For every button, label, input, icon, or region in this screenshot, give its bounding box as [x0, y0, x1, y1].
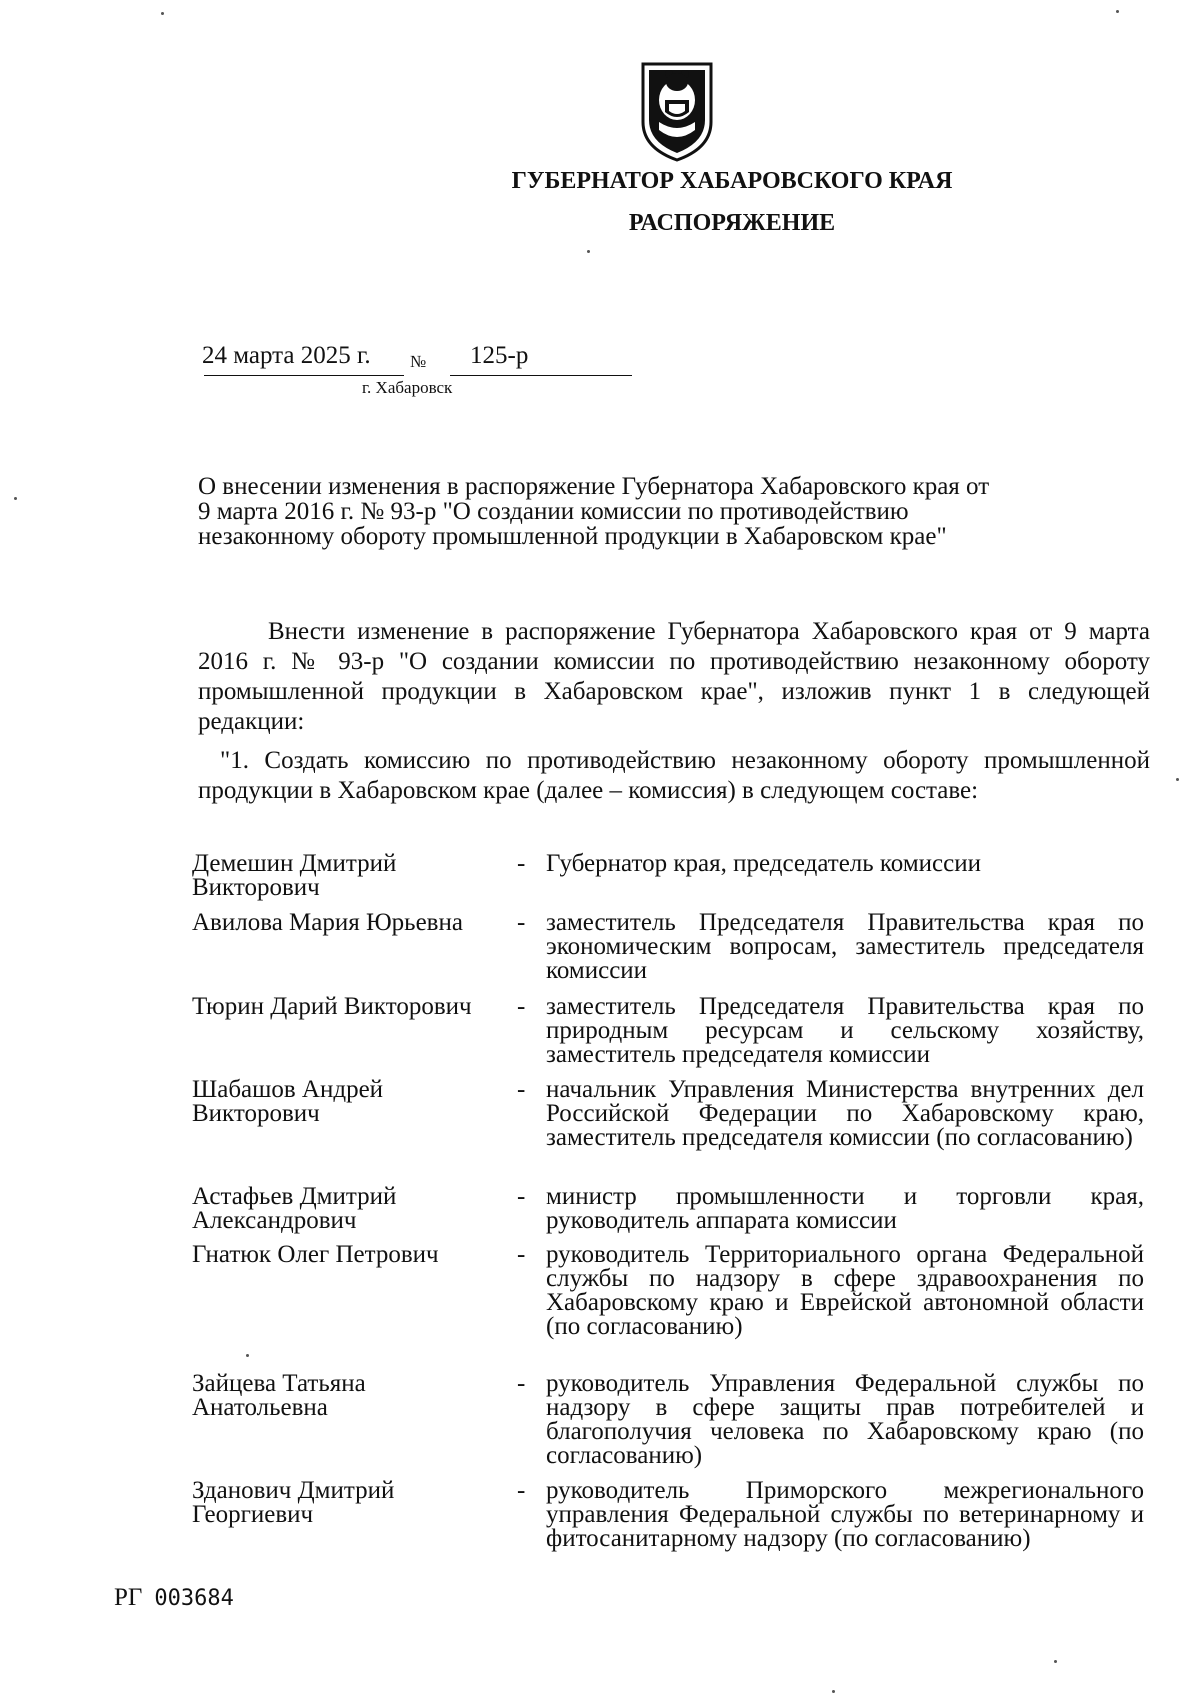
number-underline — [450, 375, 632, 376]
member-name: Демешин Дмитрий Викторович — [192, 850, 397, 901]
member-role: руководитель Приморского межрегионального управления Федеральной службы по ветеринарному и фитосанитарному надзору (по согласованию) — [546, 1477, 1144, 1552]
member-role: руководитель Управления Федеральной службы по надзору в сфере защиты прав потребителей и благополучия человека по Хабаровскому краю (по согласованию) — [546, 1370, 1144, 1469]
document-city: г. Хабаровск — [362, 378, 453, 397]
member-dash: - — [517, 1241, 526, 1268]
title-line: О внесении изменения в распоряжение Губернатора Хабаровского края от — [198, 473, 990, 500]
member-name: Шабашов Андрей Викторович — [192, 1076, 384, 1127]
title-line: 9 марта 2016 г. № 93-р "О создании комиссии по противодействию — [198, 498, 909, 525]
scan-speck — [246, 1354, 249, 1357]
scan-speck — [1054, 1660, 1057, 1663]
form-number: 003684 — [154, 1586, 234, 1611]
title-line: незаконному обороту промышленной продукции в Хабаровском крае" — [198, 523, 947, 550]
member-name: Астафьев Дмитрий Александрович — [192, 1183, 397, 1234]
body-paragraph-2: "1. Создать комиссию по противодействию незаконному обороту промышленной продукции в Хабаровском крае (далее – комиссия) в следующем составе: — [198, 747, 1150, 804]
member-dash: - — [517, 993, 526, 1020]
document-type-heading: РАСПОРЯЖЕНИЕ — [628, 210, 836, 236]
member-role: заместитель Председателя Правительства края по природным ресурсам и сельскому хозяйству, заместитель председателя комиссии — [546, 993, 1144, 1068]
authority-heading: ГУБЕРНАТОР ХАБАРОВСКОГО КРАЯ — [511, 168, 953, 194]
scan-speck — [587, 250, 590, 253]
document-date: 24 марта 2025 г. — [202, 342, 371, 369]
member-role: министр промышленности и торговли края, руководитель аппарата комиссии — [546, 1183, 1144, 1234]
body-paragraph-1: Внести изменение в распоряжение Губернатора Хабаровского края от 9 марта 2016 г. № 93-р "О создании комиссии по противодействию незаконному обороту промышленной продукции в Хабаровском крае", изложив пункт 1 в следующей редакции: — [198, 618, 1150, 735]
member-role: руководитель Территориального органа Федеральной службы по надзору в сфере здравоохранения по Хабаровскому краю и Еврейской автономной области (по согласованию) — [546, 1241, 1144, 1340]
document-number: 125-р — [470, 342, 529, 369]
member-name: Зданович Дмитрий Георгиевич — [192, 1477, 395, 1528]
scan-speck — [14, 497, 17, 500]
scan-speck — [1176, 778, 1179, 781]
member-role: начальник Управления Министерства внутренних дел Российской Федерации по Хабаровскому краю, заместитель председателя комиссии (по согласованию) — [546, 1076, 1144, 1151]
member-dash: - — [517, 1477, 526, 1504]
scan-speck — [1116, 10, 1119, 13]
member-dash: - — [517, 850, 526, 877]
member-dash: - — [517, 1183, 526, 1210]
number-sign: № — [410, 352, 427, 371]
document-title — [198, 474, 1150, 549]
form-serial — [114, 1584, 234, 1612]
scan-speck — [832, 1690, 835, 1693]
member-dash: - — [517, 1370, 526, 1397]
scan-speck — [161, 12, 164, 15]
member-name: Гнатюк Олег Петрович — [192, 1241, 439, 1268]
registration-block — [202, 342, 632, 402]
member-role: заместитель Председателя Правительства края по экономическим вопросам, заместитель председателя комиссии — [546, 909, 1144, 984]
form-series: РГ — [114, 1584, 143, 1611]
member-name: Тюрин Дарий Викторович — [192, 993, 472, 1020]
member-name: Зайцева Татьяна Анатольевна — [192, 1370, 366, 1421]
member-role: Губернатор края, председатель комиссии — [546, 850, 981, 877]
member-dash: - — [517, 909, 526, 936]
coat-of-arms-emblem-icon — [635, 60, 719, 162]
date-underline — [204, 375, 404, 376]
member-name: Авилова Мария Юрьевна — [192, 909, 463, 936]
member-dash: - — [517, 1076, 526, 1103]
